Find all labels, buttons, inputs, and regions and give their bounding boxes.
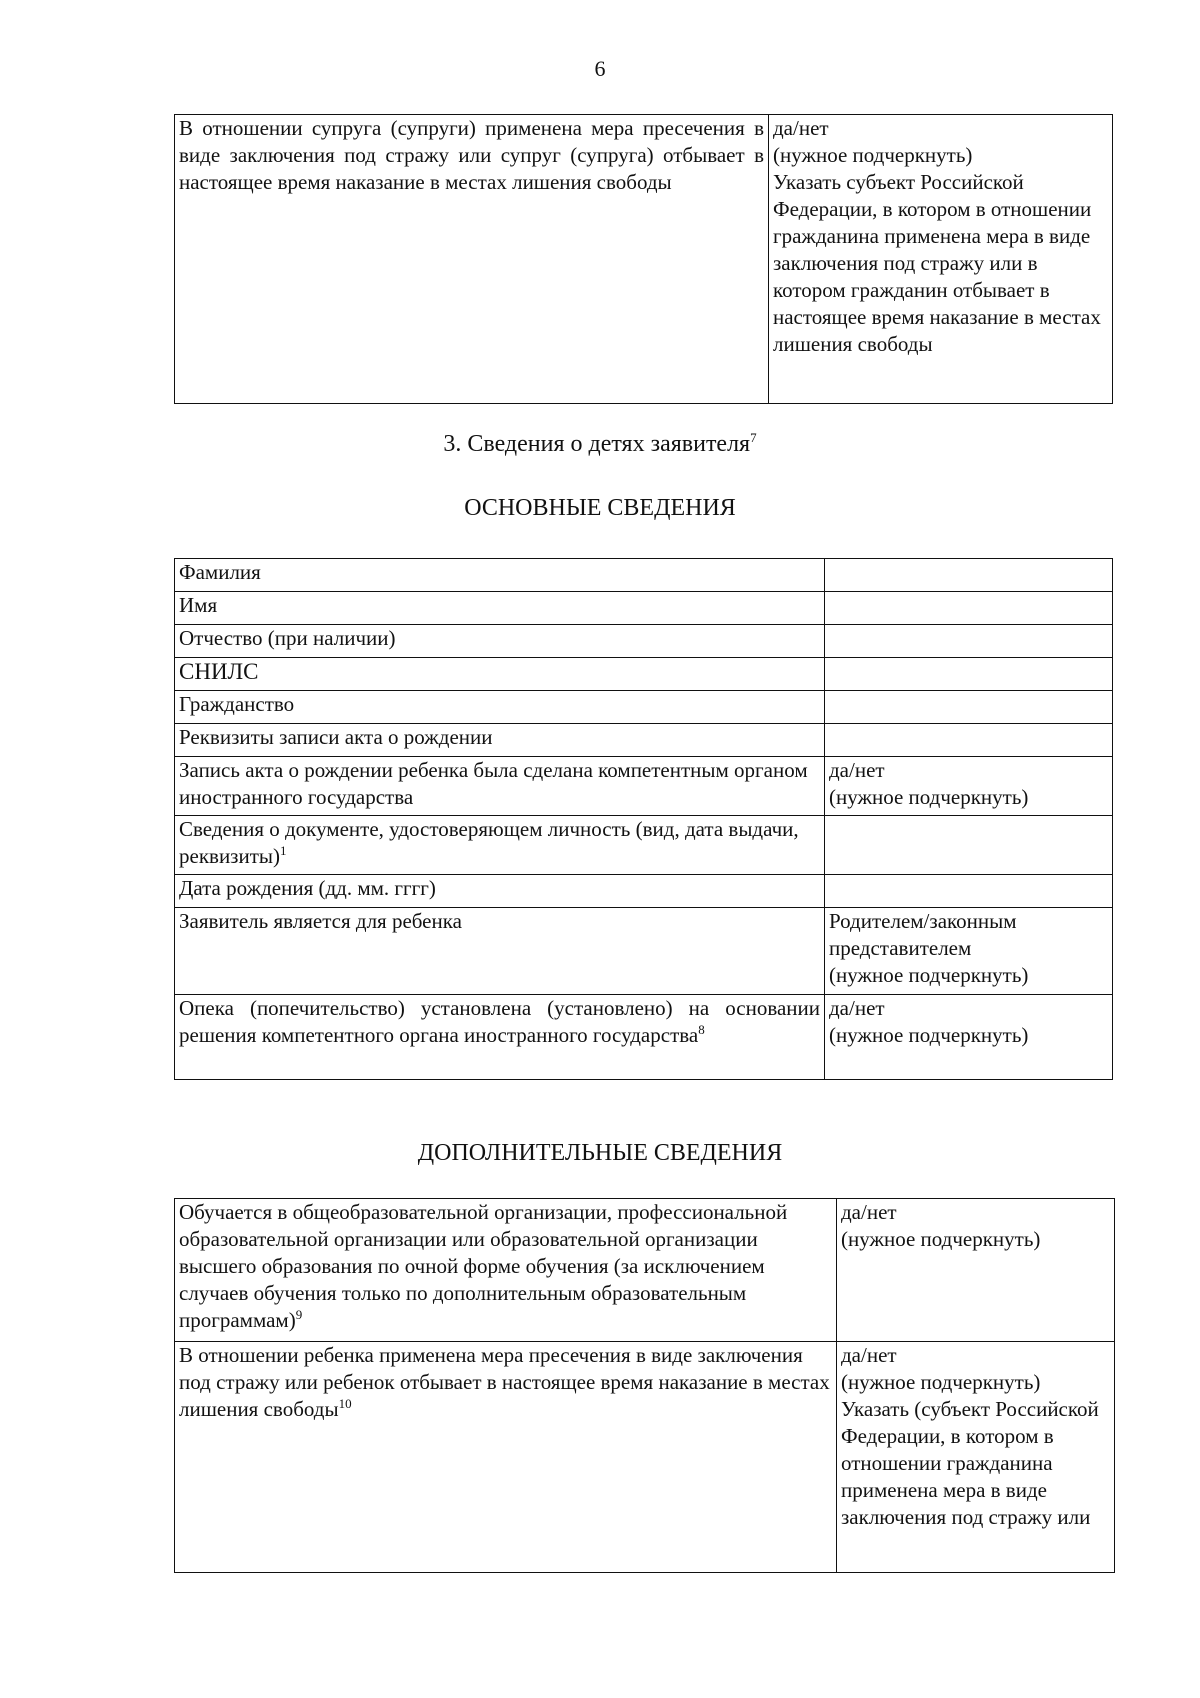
education-footnote: 9 [295,1307,303,1322]
education-label-text: Обучается в общеобразовательной организации, профессиональной образовательной организации или образовательной организации высшего образования по очной форме обучения (за исключением случаев обучения только по дополнительным образовательным программам) [179,1200,788,1332]
guardianship-label-text: Опека (попечительство) установлена (установлено) на основании решения компетентного органа иностранного государства [179,996,820,1047]
first-name-label: Имя [175,592,825,625]
detention-options[interactable]: да/нет [841,1343,897,1367]
table-row [175,816,1113,875]
citizenship-field[interactable] [825,691,1113,724]
applicant-role-hint: (нужное подчеркнуть) [829,963,1029,987]
birth-date-field[interactable] [825,875,1113,908]
table-row [175,625,1113,658]
guardianship-answer-cell[interactable] [825,995,1113,1080]
table-row [175,1199,1115,1342]
table-row [175,724,1113,757]
patronymic-field[interactable] [825,625,1113,658]
extra-info-heading: ДОПОЛНИТЕЛЬНЫЕ СВЕДЕНИЯ [417,1140,783,1166]
table-row [175,757,1113,816]
birth-record-label: Реквизиты записи акта о рождении [175,724,825,757]
table-row [175,995,1113,1080]
spouse-detention-question-text: В отношении супруга (супруги) применена мера пресечения в виде заключения под стражу или супруг (супруга) отбывает в настоящее время наказание в местах лишения свободы [179,116,764,194]
spouse-detention-table [174,114,1113,404]
spouse-detention-question [175,115,769,404]
children-section-title-text: 3. Сведения о детях заявителя [443,431,751,457]
snils-field[interactable] [825,658,1113,691]
spouse-detention-options[interactable]: да/нет [773,116,829,140]
table-row [175,691,1113,724]
id-document-label [175,816,825,875]
first-name-field[interactable] [825,592,1113,625]
guardianship-label [175,995,825,1080]
table-row [175,592,1113,625]
spouse-detention-note: Указать субъект Российской Федерации, в котором в отношении гражданина применена мера в виде заключения под стражу или в котором гражданин отбывает в настоящее время наказание в местах лишения свободы [773,170,1101,356]
table-row [175,658,1113,691]
applicant-role-answer-cell[interactable] [825,908,1113,995]
detention-hint: (нужное подчеркнуть) [841,1370,1041,1394]
detention-footnote: 10 [338,1396,352,1411]
spouse-detention-hint: (нужное подчеркнуть) [773,143,973,167]
table-row [175,1342,1115,1573]
last-name-field[interactable] [825,559,1113,592]
extra-info-table [174,1198,1115,1573]
education-hint: (нужное подчеркнуть) [841,1227,1041,1251]
birth-date-label: Дата рождения (дд. мм. гггг) [175,875,825,908]
id-document-field[interactable] [825,816,1113,875]
citizenship-label: Гражданство [175,691,825,724]
foreign-record-label: Запись акта о рождении ребенка была сделана компетентным органом иностранного государства [175,757,825,816]
table-row [175,875,1113,908]
birth-record-field[interactable] [825,724,1113,757]
spouse-detention-row [175,115,1113,404]
applicant-role-label: Заявитель является для ребенка [175,908,825,995]
detention-label-text: В отношении ребенка применена мера пресечения в виде заключения под стражу или ребенок отбывает в настоящее время наказание в местах лишения свободы [179,1343,830,1421]
guardianship-options[interactable]: да/нет [829,996,885,1020]
foreign-record-options[interactable]: да/нет [829,758,885,782]
id-document-footnote: 1 [280,843,287,858]
education-answer-cell[interactable] [837,1199,1115,1342]
education-options[interactable]: да/нет [841,1200,897,1224]
children-section-title-footnote: 7 [750,430,757,445]
foreign-record-answer-cell[interactable] [825,757,1113,816]
children-section-title [0,431,1200,458]
spouse-detention-answer-cell[interactable] [769,115,1113,404]
foreign-record-hint: (нужное подчеркнуть) [829,785,1029,809]
snils-label: СНИЛС [175,658,825,691]
guardianship-hint: (нужное подчеркнуть) [829,1023,1029,1047]
last-name-label: Фамилия [175,559,825,592]
detention-note: Указать (субъект Российской Федерации, в котором в отношении гражданина применена мера в виде заключения под стражу или [841,1397,1099,1529]
detention-label [175,1342,837,1573]
patronymic-label: Отчество (при наличии) [175,625,825,658]
applicant-role-value[interactable]: Родителем/законным представителем [829,909,1017,960]
basic-info-table [174,558,1113,1080]
guardianship-footnote: 8 [698,1022,705,1037]
page-number: 6 [594,56,606,81]
table-row [175,559,1113,592]
basic-info-heading: ОСНОВНЫЕ СВЕДЕНИЯ [464,495,736,521]
detention-answer-cell[interactable] [837,1342,1115,1573]
education-label [175,1199,837,1342]
table-row [175,908,1113,995]
id-document-label-text: Сведения о документе, удостоверяющем личность (вид, дата выдачи, реквизиты) [179,817,799,868]
